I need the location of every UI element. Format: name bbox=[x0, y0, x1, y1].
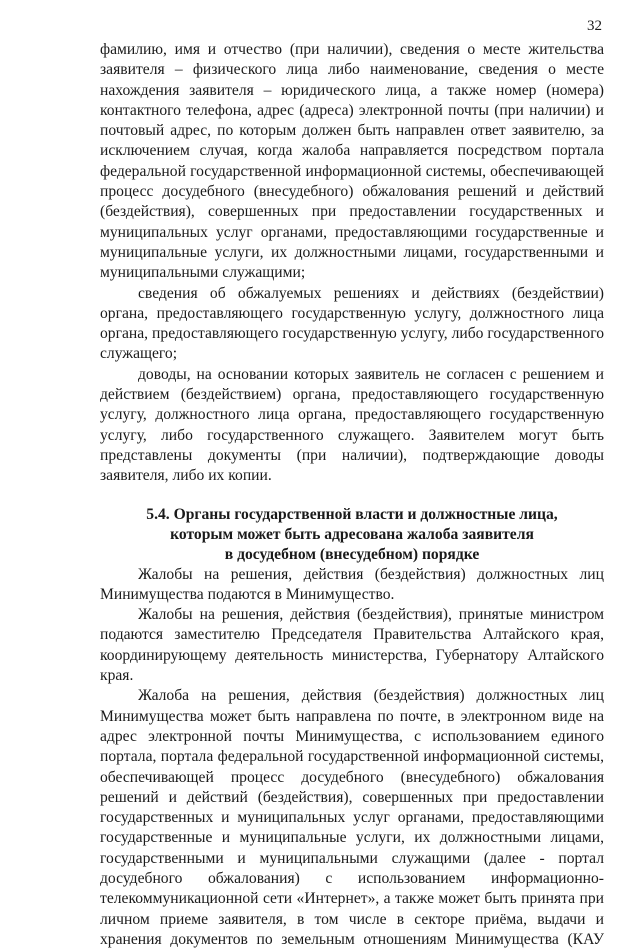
section-heading-line-3: в досудебном (внесудебном) порядке bbox=[224, 545, 480, 563]
section-heading-line-1: 5.4. Органы государственной власти и должностные лица, bbox=[146, 505, 558, 523]
section-heading-line-2: которым может быть адресована жалоба заявителя bbox=[170, 525, 534, 543]
paragraph-appealed-decisions: сведения об обжалуемых решениях и действиях (бездействии) органа, предоставляющего государственную услугу, должностного лица органа, предоставляющего государственную услугу, либо государственного служащего; bbox=[100, 284, 604, 363]
page-number: 32 bbox=[587, 18, 602, 34]
section-heading bbox=[100, 505, 604, 565]
paragraph-applicant-details: фамилию, имя и отчество (при наличии), сведения о месте жительства заявителя – физического лица либо наименование, сведения о месте нахождения заявителя – юридического лица, а также номер (номера) контактного телефона, адрес (адреса) электронной почты (при наличии) и почтовый адрес, по которым должен быть направлен ответ заявителю, за исключением случая, когда жалоба направляется посредством портала федеральной государственной информационной системы, обеспечивающей процесс досудебного (внесудебного) обжалования решений и действий (бездействия), совершенных при предоставлении государственных и муниципальных услуг органами, предоставляющими государственные и муниципальные услуги, их должностными лицами, государственными и муниципальными служащими; bbox=[100, 41, 604, 282]
document-body bbox=[100, 40, 604, 950]
paragraph-complaints-to-ministry: Жалобы на решения, действия (бездействия) должностных лиц Минимущества подаются в Минимущество. bbox=[100, 565, 604, 603]
paragraph-arguments: доводы, на основании которых заявитель не согласен с решением и действием (бездействием) органа, предоставляющего государственную услугу, должностного лица органа, предоставляющего государственную услугу, либо государственного служащего. Заявителем могут быть представлены документы (при наличии), подтверждающие доводы заявителя, либо их копии. bbox=[100, 365, 604, 485]
paragraph-complaints-about-minister: Жалобы на решения, действия (бездействия), принятые министром подаются заместителю Председателя Правительства Алтайского края, координирующему деятельность министерства, Губернатору Алтайского края. bbox=[100, 606, 604, 685]
paragraph-complaint-channels: Жалоба на решения, действия (бездействия) должностных лиц Минимущества может быть направлена по почте, в электронном виде на адрес электронной почты Минимущества, с использованием единого портала, портала федеральной государственной информационной системы, обеспечивающей процесс досудебного (внесудебного) обжалования решений и действий (бездействия), совершенных при предоставлении государственных и муниципальных услуг органами, предоставляющими государственные и муниципальные услуги, их должностными лицами, государственными и муниципальными служащими (далее - портал досудебного обжалования) с использованием информационно-телекоммуникационной сети «Интернет», а также может быть принята при личном приеме заявителя, в том числе в секторе приёма, выдачи и хранения документов по земельным отношениям Минимущества (КАУ bbox=[100, 687, 604, 948]
